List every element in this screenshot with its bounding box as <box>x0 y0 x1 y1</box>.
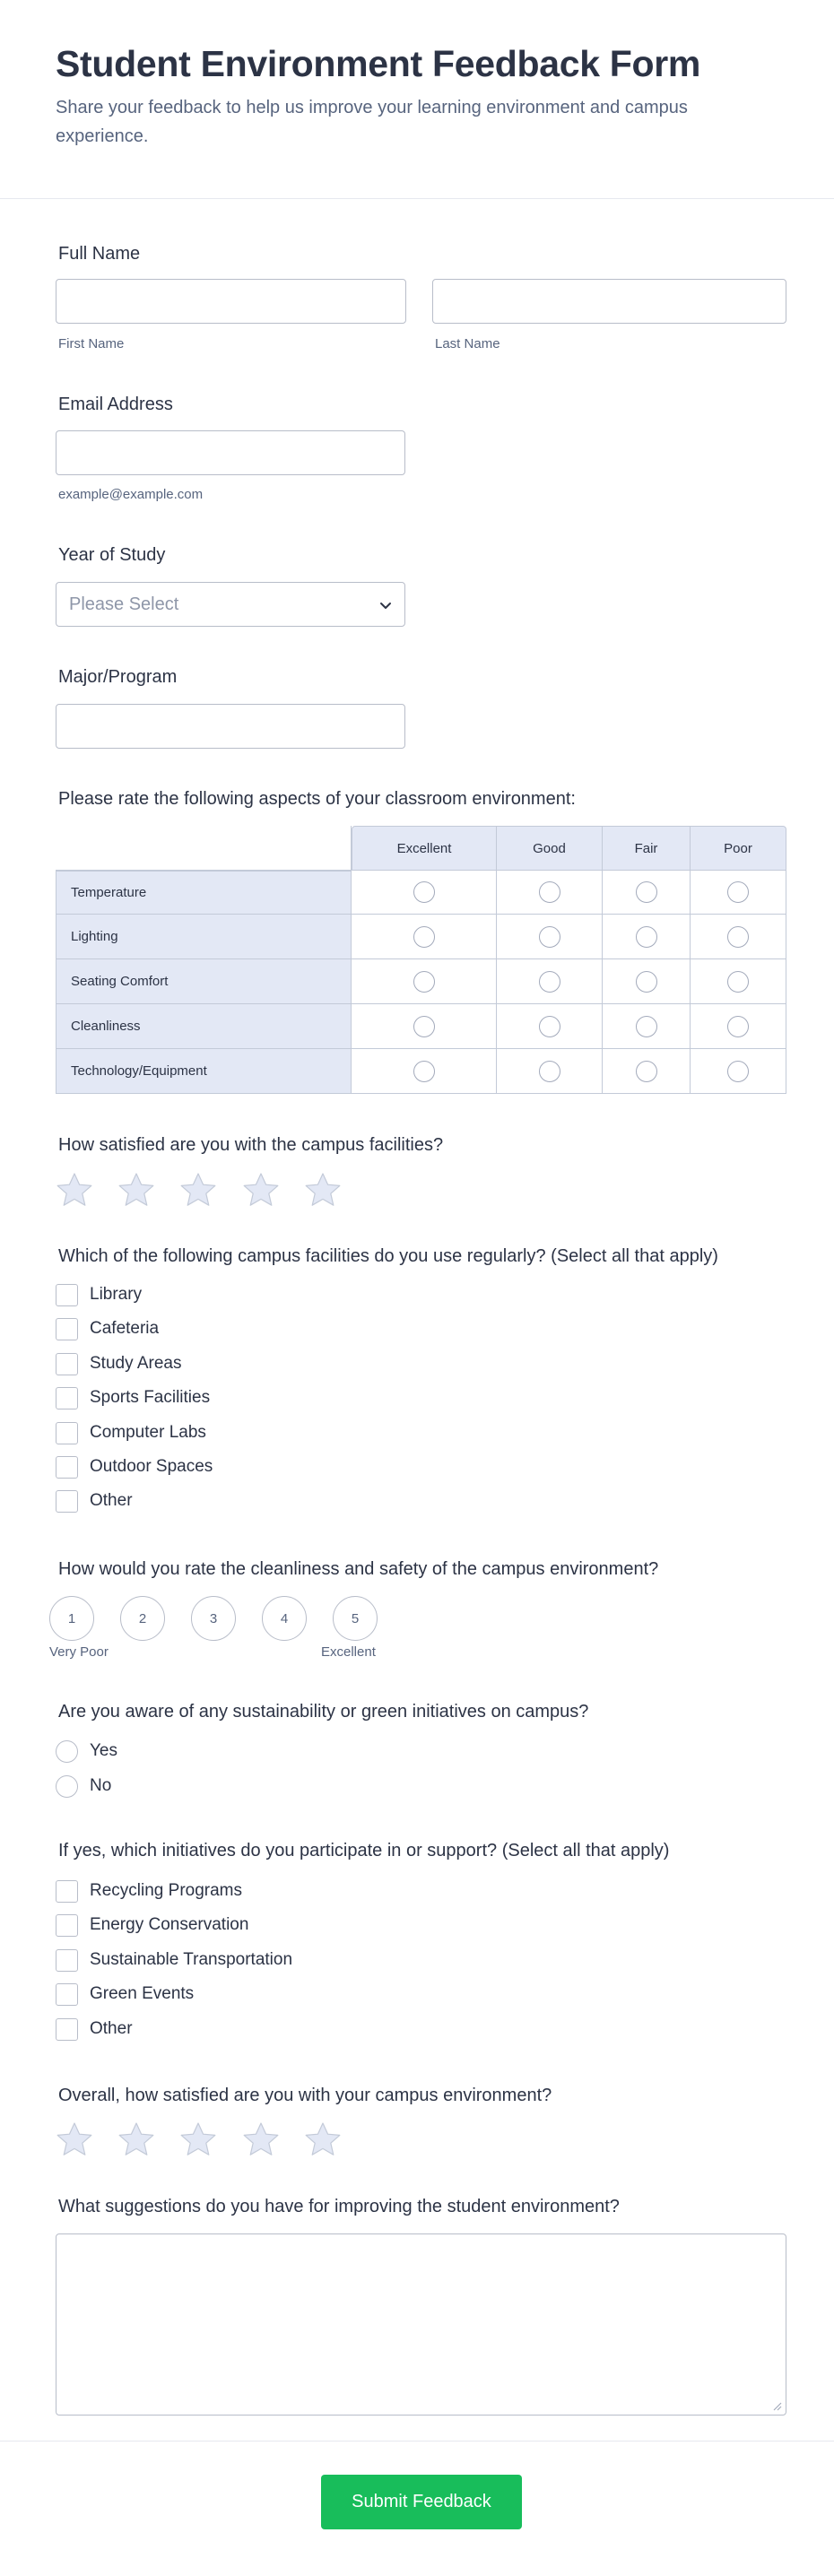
matrix-radio-cell[interactable] <box>352 1004 497 1049</box>
radio-button[interactable] <box>636 881 657 903</box>
star-icon[interactable] <box>179 1172 217 1208</box>
cleanliness-scale-label: How would you rate the cleanliness and safety of the campus environment? <box>58 1559 659 1579</box>
star-icon[interactable] <box>117 1172 155 1208</box>
checkbox[interactable] <box>56 1284 78 1306</box>
matrix-radio-cell[interactable] <box>603 871 691 915</box>
checkbox[interactable] <box>56 1353 78 1375</box>
radio-button[interactable] <box>539 1016 560 1037</box>
last-name-input[interactable] <box>432 279 786 324</box>
scale-option-2[interactable]: 2 <box>120 1596 165 1641</box>
matrix-radio-cell[interactable] <box>691 871 786 915</box>
radio-button[interactable] <box>727 1061 749 1082</box>
facilities-used-label: Which of the following campus facilities do you use regularly? (Select all that apply) <box>58 1246 718 1266</box>
full-name-label: Full Name <box>58 244 141 264</box>
first-name-sublabel: First Name <box>58 336 125 351</box>
facilities-rating-label: How satisfied are you with the campus facilities? <box>58 1135 444 1155</box>
select-placeholder: Please Select <box>69 594 179 614</box>
radio-button[interactable] <box>56 1740 78 1763</box>
major-label: Major/Program <box>58 667 178 687</box>
matrix-radio-cell[interactable] <box>352 959 497 1004</box>
resize-handle-icon[interactable] <box>771 2400 782 2411</box>
matrix-radio-cell[interactable] <box>603 1004 691 1049</box>
matrix-corner <box>56 826 352 871</box>
option-label: Outdoor Spaces <box>90 1457 213 1476</box>
option-label: Recycling Programs <box>90 1881 242 1900</box>
matrix-radio-cell[interactable] <box>691 1049 786 1094</box>
classroom-matrix-label: Please rate the following aspects of your classroom environment: <box>58 789 576 809</box>
suggestions-textarea[interactable] <box>56 2233 786 2416</box>
matrix-row-label: Lighting <box>56 915 352 959</box>
last-name-sublabel: Last Name <box>435 336 500 351</box>
major-input[interactable] <box>56 704 405 749</box>
option-label: No <box>90 1775 112 1795</box>
sustainability-aware-label: Are you aware of any sustainability or green initiatives on campus? <box>58 1702 589 1722</box>
option-label: Energy Conservation <box>90 1915 249 1935</box>
matrix-radio-cell[interactable] <box>497 871 603 915</box>
star-icon[interactable] <box>117 2121 155 2157</box>
radio-button[interactable] <box>413 926 435 948</box>
star-icon[interactable] <box>242 1172 280 1208</box>
matrix-column-header: Good <box>497 826 603 871</box>
radio-button[interactable] <box>727 926 749 948</box>
matrix-radio-cell[interactable] <box>352 915 497 959</box>
matrix-radio-cell[interactable] <box>691 915 786 959</box>
radio-button[interactable] <box>727 1016 749 1037</box>
matrix-column-header: Fair <box>603 826 691 871</box>
option-label: Yes <box>90 1741 117 1760</box>
email-label: Email Address <box>58 395 173 414</box>
star-icon[interactable] <box>304 2121 342 2157</box>
scale-high-label: Excellent <box>321 1644 376 1660</box>
radio-button[interactable] <box>539 971 560 993</box>
chevron-down-icon <box>378 597 394 613</box>
option-label: Sustainable Transportation <box>90 1949 293 1969</box>
option-label: Sports Facilities <box>90 1388 211 1408</box>
checkbox[interactable] <box>56 1949 78 1972</box>
year-of-study-select[interactable] <box>56 582 405 627</box>
email-sublabel: example@example.com <box>58 487 204 502</box>
star-icon[interactable] <box>56 2121 93 2157</box>
matrix-row-label: Seating Comfort <box>56 959 352 1004</box>
option-label: Library <box>90 1285 143 1304</box>
radio-button[interactable] <box>413 881 435 903</box>
checkbox[interactable] <box>56 1387 78 1409</box>
radio-button[interactable] <box>636 926 657 948</box>
radio-button[interactable] <box>539 926 560 948</box>
scale-option-4[interactable]: 4 <box>262 1596 307 1641</box>
form-header <box>0 0 834 199</box>
first-name-input[interactable] <box>56 279 406 324</box>
matrix-radio-cell[interactable] <box>691 959 786 1004</box>
checkbox[interactable] <box>56 1318 78 1340</box>
overall-rating-label: Overall, how satisfied are you with your campus environment? <box>58 2086 552 2105</box>
matrix-radio-cell[interactable] <box>352 1049 497 1094</box>
radio-button[interactable] <box>539 1061 560 1082</box>
radio-button[interactable] <box>636 1061 657 1082</box>
star-icon[interactable] <box>179 2121 217 2157</box>
option-label: Other <box>90 1491 133 1511</box>
matrix-radio-cell[interactable] <box>603 1049 691 1094</box>
checkbox[interactable] <box>56 1880 78 1903</box>
scale-option-1[interactable]: 1 <box>49 1596 94 1641</box>
option-label: Computer Labs <box>90 1422 206 1442</box>
radio-button[interactable] <box>727 881 749 903</box>
matrix-radio-cell[interactable] <box>603 915 691 959</box>
checkbox[interactable] <box>56 1914 78 1937</box>
checkbox[interactable] <box>56 1490 78 1513</box>
form-title: Student Environment Feedback Form <box>56 43 701 84</box>
checkbox[interactable] <box>56 1456 78 1479</box>
matrix-radio-cell[interactable] <box>691 1004 786 1049</box>
radio-button[interactable] <box>56 1775 78 1798</box>
radio-button[interactable] <box>413 1061 435 1082</box>
checkbox[interactable] <box>56 1983 78 2006</box>
scale-option-5[interactable]: 5 <box>333 1596 378 1641</box>
radio-button[interactable] <box>413 971 435 993</box>
radio-button[interactable] <box>636 971 657 993</box>
checkbox[interactable] <box>56 1422 78 1444</box>
matrix-radio-cell[interactable] <box>603 959 691 1004</box>
matrix-radio-cell[interactable] <box>352 871 497 915</box>
star-icon[interactable] <box>242 2121 280 2157</box>
matrix-radio-cell[interactable] <box>497 915 603 959</box>
matrix-radio-cell[interactable] <box>497 1004 603 1049</box>
matrix-row-label: Technology/Equipment <box>56 1049 352 1094</box>
matrix-row-label: Cleanliness <box>56 1004 352 1049</box>
year-of-study-label: Year of Study <box>58 545 166 565</box>
radio-button[interactable] <box>539 881 560 903</box>
radio-button[interactable] <box>727 971 749 993</box>
option-label: Study Areas <box>90 1353 182 1373</box>
form-subtitle: Share your feedback to help us improve your learning environment and campus experience. <box>56 98 688 146</box>
matrix-radio-cell[interactable] <box>497 959 603 1004</box>
star-icon[interactable] <box>304 1172 342 1208</box>
matrix-column-header: Excellent <box>352 826 497 871</box>
matrix-column-header: Poor <box>691 826 786 871</box>
option-label: Other <box>90 2018 133 2038</box>
classroom-rating-matrix <box>56 826 786 1094</box>
email-input[interactable] <box>56 430 405 475</box>
matrix-row-label: Temperature <box>56 871 352 915</box>
radio-button[interactable] <box>413 1016 435 1037</box>
option-label: Cafeteria <box>90 1319 160 1339</box>
checkbox[interactable] <box>56 2018 78 2041</box>
submit-button[interactable]: Submit Feedback <box>321 2475 522 2529</box>
radio-button[interactable] <box>636 1016 657 1037</box>
initiatives-label: If yes, which initiatives do you participate in or support? (Select all that apply) <box>58 1841 670 1860</box>
scale-low-label: Very Poor <box>49 1644 109 1660</box>
option-label: Green Events <box>90 1984 195 2004</box>
star-icon[interactable] <box>56 1172 93 1208</box>
scale-option-3[interactable]: 3 <box>191 1596 236 1641</box>
suggestions-label: What suggestions do you have for improving the student environment? <box>58 2197 620 2216</box>
matrix-radio-cell[interactable] <box>497 1049 603 1094</box>
